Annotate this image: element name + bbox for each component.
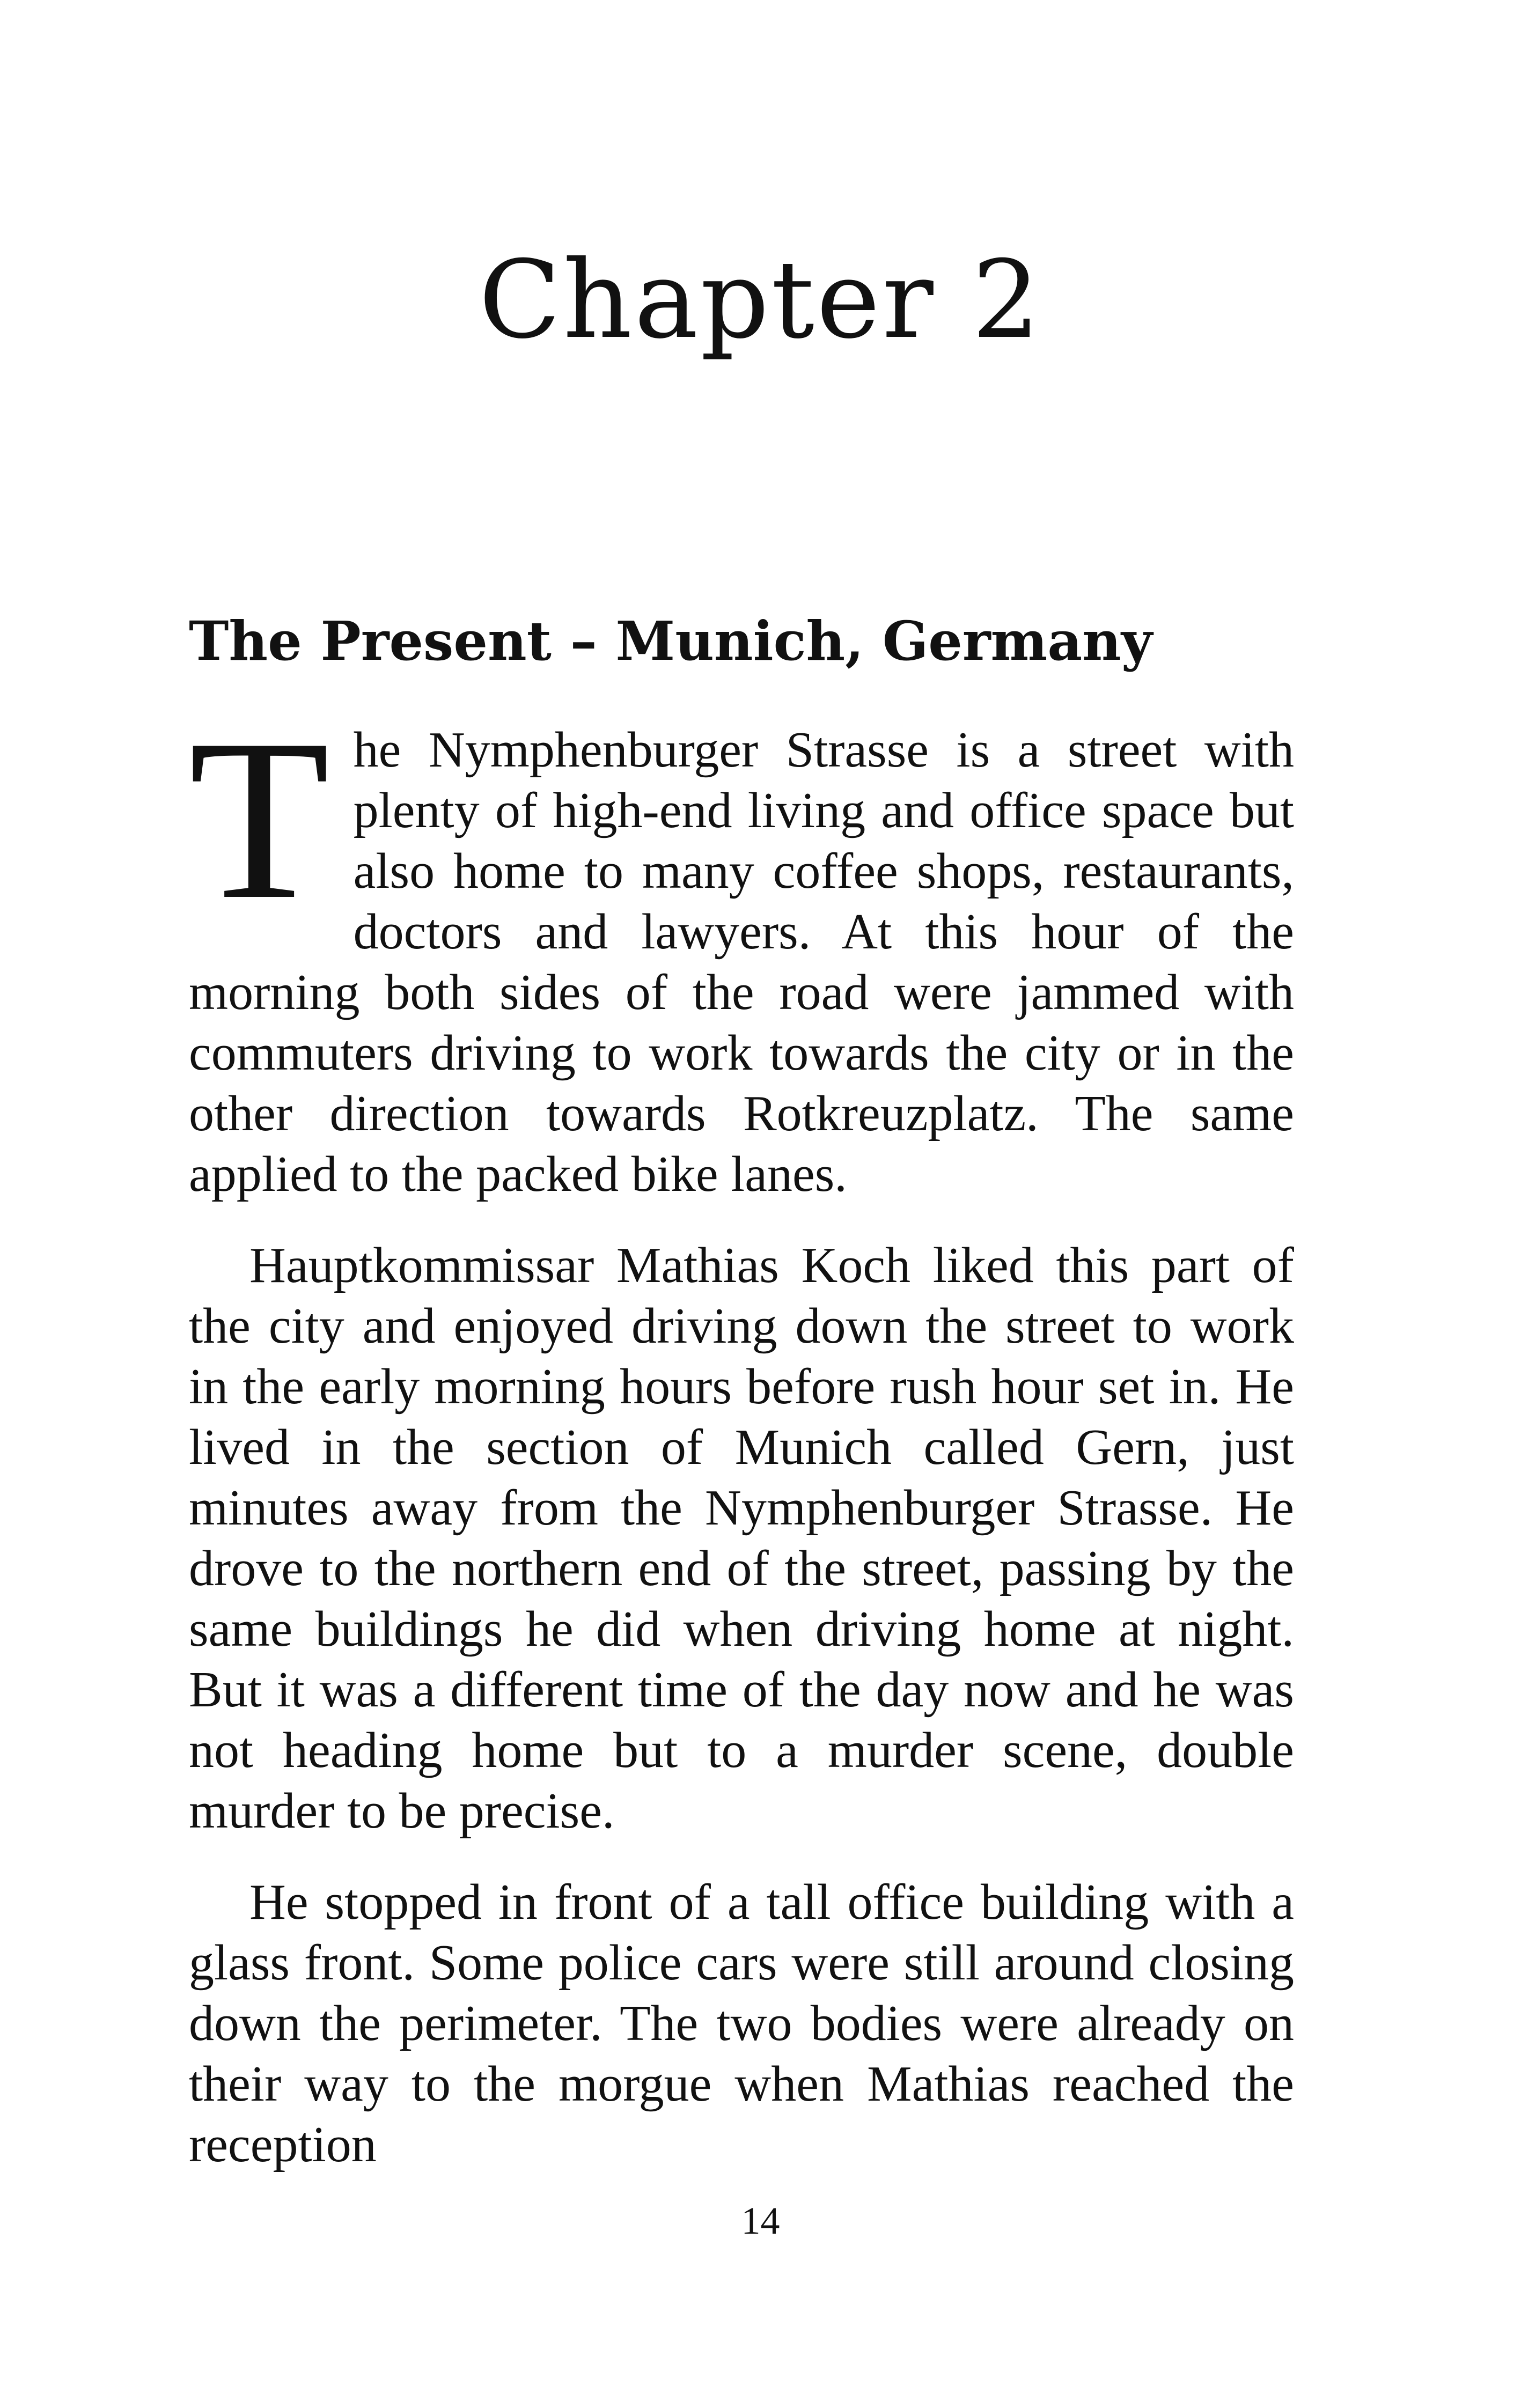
paragraph-1-text: he Nymphenburger Strasse is a street with plenty of high-end living and office space but also home to many coffee shops, restaurants, doctors and lawyers. At this hour of the morning both sides of the road were jammed with commuters driving to work towards the city or in the other direction towards Rotkreuzplatz. The same applied to the packed bike lanes. — [189, 722, 1294, 1202]
paragraph-2: Hauptkommissar Mathias Koch liked this part of the city and enjoyed driving down the street to work in the early morning hours before rush hour set in. He lived in the section of Munich called Gern, just minutes away from the Nymphenburger Strasse. He drove to the northern end of the street, passing by the same buildings he did when driving home at night. But it was a different time of the day now and he was not heading home but to a murder scene, double murder to be precise. — [189, 1238, 1294, 1839]
page-number: 14 — [741, 2199, 780, 2242]
body-text — [189, 692, 1294, 2206]
paragraph-3: He stopped in front of a tall office building with a glass front. Some police cars were still around closing down the perimeter. The two bodies were already on their way to the morgue when Mathias reached the reception — [189, 1874, 1294, 2173]
chapter-title: Chapter 2 — [479, 238, 1042, 363]
scene-heading: The Present – Munich, Germany — [189, 609, 1152, 673]
drop-cap: T — [189, 692, 330, 947]
paragraph-1 — [189, 692, 1294, 1205]
